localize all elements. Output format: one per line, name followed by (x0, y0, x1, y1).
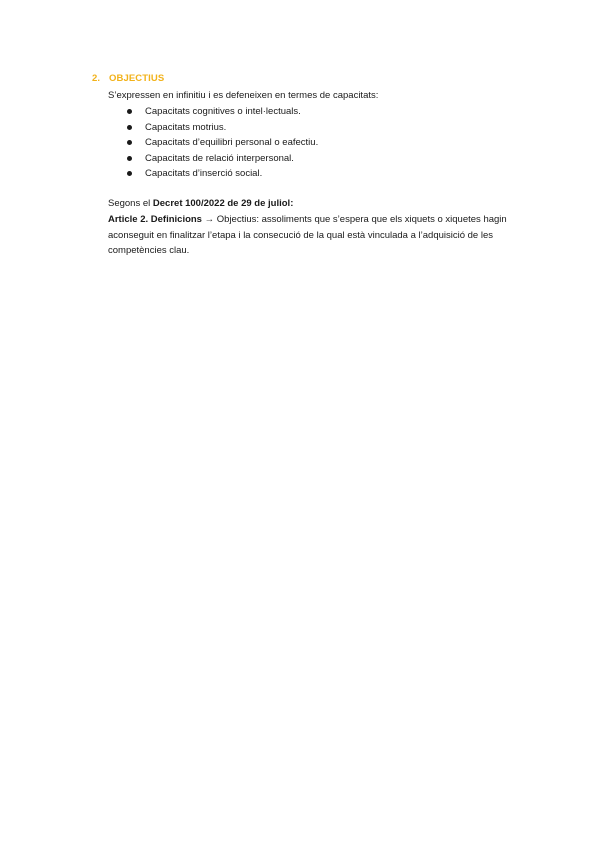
article-title: Article 2. Definicions (108, 214, 202, 225)
list-item-text: Capacitats motrius. (145, 121, 227, 133)
list-item-text: Capacitats d’inserció social. (145, 168, 263, 179)
arrow-icon: → (201, 214, 217, 225)
list-item (127, 104, 318, 120)
bullet-icon (127, 171, 132, 176)
decree-prefix: Segons el (108, 198, 153, 209)
list-item-text: Capacitats d’equilibri personal o eafectiu. (145, 137, 319, 148)
list-item (127, 166, 318, 182)
article-line-1 (108, 212, 558, 228)
intro-paragraph: S’expressen en infinitiu i es defeneixen en termes de capacitats: (108, 90, 379, 101)
list-item-text: Capacitats cognitives o intel·lectuals. (145, 106, 301, 117)
list-item-text: Capacitats de relació interpersonal. (145, 152, 294, 164)
article-text-1: Objectius: assoliments que s’espera que els xiquets o xiquetes hagin (216, 214, 507, 225)
decree-reference (108, 196, 293, 212)
section-heading (92, 73, 164, 84)
decree-name: Decret 100/2022 de 29 de juliol: (152, 198, 294, 209)
article-line-3: competències clau. (108, 245, 190, 256)
bullet-icon (127, 109, 132, 114)
article-definition (108, 212, 558, 259)
section-title: OBJECTIUS (109, 73, 165, 84)
section-number: 2. (92, 73, 101, 84)
bullet-icon (127, 140, 132, 145)
list-item (127, 151, 318, 167)
bullet-icon (127, 125, 132, 130)
list-item (127, 135, 318, 151)
list-item (127, 120, 318, 136)
article-line-2: aconseguit en finalitzar l’etapa i la consecució de la qual està vinculada a l’adquisició de les (108, 229, 493, 241)
capacities-list (127, 104, 318, 182)
bullet-icon (127, 156, 132, 161)
